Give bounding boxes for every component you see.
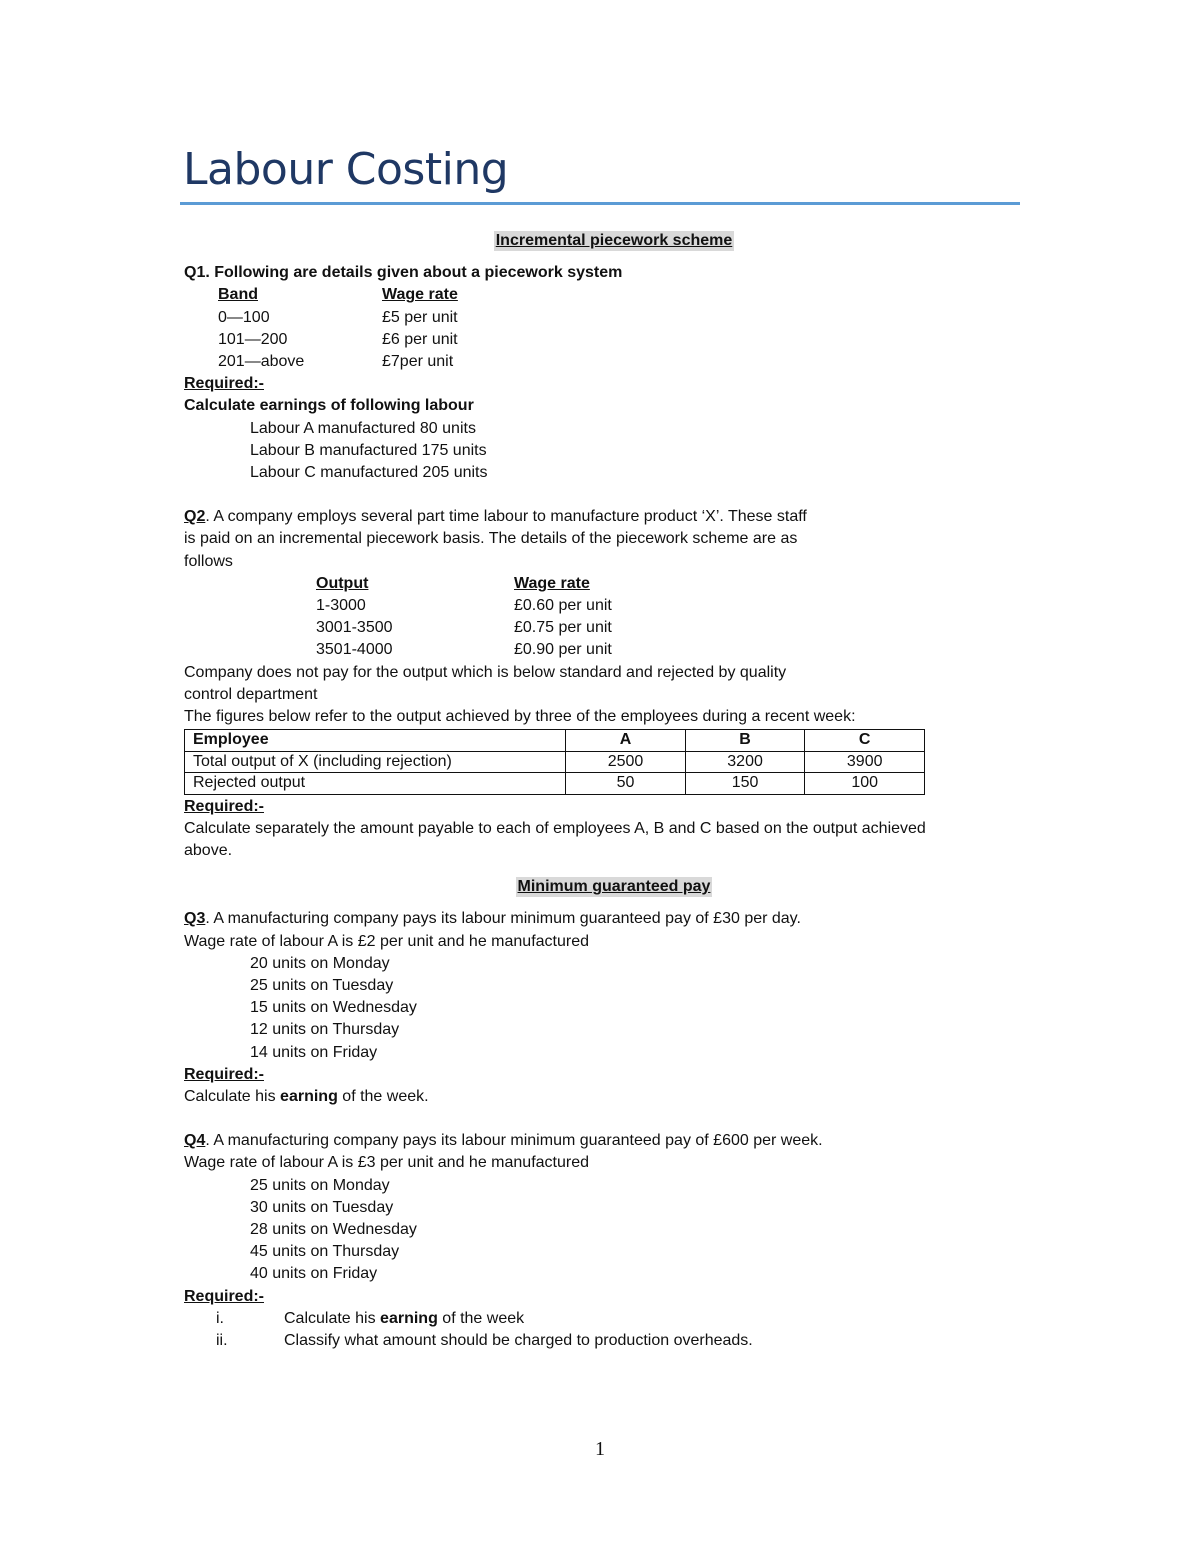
table-cell: 150 xyxy=(685,773,805,795)
q2-output-value: 3001-3500 xyxy=(316,619,393,637)
roman-numeral: i. xyxy=(216,1309,224,1327)
q3-question xyxy=(184,908,1044,930)
q2-output-row xyxy=(184,595,1044,617)
table-row xyxy=(185,773,925,795)
q3-list-item: 15 units on Wednesday xyxy=(250,999,417,1017)
q2-intro-text: . A company employs several part time labour to manufacture product ‘X’. These staff xyxy=(205,508,807,526)
table-cell: Total output of X (including rejection) xyxy=(185,751,566,773)
q2-figures-line: The figures below refer to the output achieved by three of the employees during a recent week: xyxy=(184,707,856,725)
page-title: Labour Costing xyxy=(183,144,509,195)
q1-band-header-row xyxy=(184,284,1044,306)
table-row xyxy=(185,751,925,773)
q2-instruction-line: above. xyxy=(184,842,233,859)
table-header-cell: A xyxy=(566,730,686,752)
q2-note-line: control department xyxy=(184,685,318,703)
q3-required-label: Required:- xyxy=(184,1065,264,1083)
q2-rate-value: £0.75 per unit xyxy=(514,619,612,637)
q1-list-item: Labour C manufactured 205 units xyxy=(250,463,488,481)
q3-instruction-bold: earning xyxy=(280,1087,338,1105)
q2-instruction-line: Calculate separately the amount payable to each of employees A, B and C based on the output achieved xyxy=(184,819,926,837)
q4-sub-item-bold: earning xyxy=(380,1309,438,1327)
q4-list-item: 45 units on Thursday xyxy=(250,1243,400,1261)
q4-required-label: Required:- xyxy=(184,1287,264,1305)
q3-instruction-post: of the week. xyxy=(337,1087,429,1105)
q1-rate-value: £6 per unit xyxy=(382,330,458,348)
section-heading-line xyxy=(184,230,1044,252)
q2-rate-header: Wage rate xyxy=(514,574,590,592)
q2-output-header: Output xyxy=(316,574,369,592)
q2-rate-value: £0.60 per unit xyxy=(514,597,612,614)
q4-text: . A manufacturing company pays its labour minimum guaranteed pay of £600 per week. xyxy=(205,1132,823,1150)
q2-required-label: Required:- xyxy=(184,797,264,815)
q4-sub-item-pre: Calculate his xyxy=(284,1309,381,1327)
q2-output-value: 1-3000 xyxy=(316,597,366,614)
q2-label: Q2 xyxy=(184,508,206,526)
table-cell: 3900 xyxy=(805,751,925,773)
q1-band-value: 0—100 xyxy=(218,308,270,326)
q1-instruction: Calculate earnings of following labour xyxy=(184,397,474,415)
q4-sub-item-pre: Classify what amount should be charged to production overheads. xyxy=(284,1331,753,1349)
q4-sub-item xyxy=(184,1330,1044,1352)
q1-band-row xyxy=(184,329,1044,351)
q3-text: . A manufacturing company pays its labour minimum guaranteed pay of £30 per day. xyxy=(205,910,801,928)
q1-rate-header: Wage rate xyxy=(382,286,458,304)
title-underline-rule xyxy=(180,202,1020,205)
q1-question xyxy=(184,262,1044,284)
q2-rate-value: £0.90 per unit xyxy=(514,641,612,659)
roman-numeral: ii. xyxy=(216,1331,228,1349)
section-heading-line xyxy=(184,876,1044,898)
q1-band-value: 101—200 xyxy=(218,330,288,348)
q2-output-row xyxy=(184,639,1044,661)
table-cell: Rejected output xyxy=(185,773,566,795)
q4-sub-item-text xyxy=(250,1308,524,1330)
q1-band-value: 201—above xyxy=(218,352,305,370)
q3-list-item: 14 units on Friday xyxy=(250,1043,378,1061)
employee-output-table xyxy=(184,729,925,795)
q1-band-row xyxy=(184,351,1044,373)
q4-question xyxy=(184,1130,1044,1152)
q1-required-label: Required:- xyxy=(184,375,264,393)
q3-list-item: 25 units on Tuesday xyxy=(250,976,394,994)
q4-list-item: 28 units on Wednesday xyxy=(250,1221,417,1238)
table-cell: 3200 xyxy=(685,751,805,773)
q3-list-item: 12 units on Thursday xyxy=(250,1021,400,1039)
q1-band-row xyxy=(184,307,1044,329)
q2-output-row xyxy=(184,617,1044,639)
q3-label: Q3 xyxy=(184,910,206,928)
q3-list-item: 20 units on Monday xyxy=(250,954,390,972)
q1-list-item: Labour A manufactured 80 units xyxy=(250,419,476,437)
q3-rate-line: Wage rate of labour A is £2 per unit and he manufactured xyxy=(184,932,589,950)
q4-rate-line: Wage rate of labour A is £3 per unit and he manufactured xyxy=(184,1154,589,1172)
q2-output-value: 3501-4000 xyxy=(316,641,393,659)
q4-list-item: 40 units on Friday xyxy=(250,1265,378,1283)
q4-sub-item-text xyxy=(250,1330,753,1352)
q1-label: Q1 xyxy=(184,264,206,282)
q2-intro-line xyxy=(184,506,1044,528)
q2-intro-line: is paid on an incremental piecework basis. The details of the piecework scheme are as xyxy=(184,530,798,548)
section-heading-minimum-pay: Minimum guaranteed pay xyxy=(517,878,711,896)
q4-list-item: 30 units on Tuesday xyxy=(250,1198,394,1216)
q4-label: Q4 xyxy=(184,1132,206,1150)
table-cell: 2500 xyxy=(566,751,686,773)
q2-output-header-row xyxy=(184,573,1044,595)
q1-text: . Following are details given about a piecework system xyxy=(205,264,623,282)
q3-instruction-pre: Calculate his xyxy=(184,1087,281,1105)
section-heading-incremental: Incremental piecework scheme xyxy=(495,232,733,249)
q1-rate-value: £5 per unit xyxy=(382,308,458,326)
table-cell: 50 xyxy=(566,773,686,795)
q2-note-line: Company does not pay for the output which is below standard and rejected by quality xyxy=(184,663,787,681)
q1-band-header: Band xyxy=(218,286,258,304)
q1-list-item: Labour B manufactured 175 units xyxy=(250,441,487,459)
page-number: 1 xyxy=(595,1438,605,1460)
q1-rate-value: £7per unit xyxy=(382,352,454,370)
q4-sub-item xyxy=(184,1308,1044,1330)
table-header-cell: C xyxy=(805,730,925,752)
document-body xyxy=(184,230,1044,1352)
table-header-row xyxy=(185,730,925,752)
table-cell: 100 xyxy=(805,773,925,795)
q2-intro-line: follows xyxy=(184,552,233,570)
q4-list-item: 25 units on Monday xyxy=(250,1176,390,1194)
q4-sub-item-post: of the week xyxy=(437,1309,525,1327)
table-header-cell: B xyxy=(685,730,805,752)
q3-instruction xyxy=(184,1086,1044,1108)
table-header-cell: Employee xyxy=(185,730,566,752)
